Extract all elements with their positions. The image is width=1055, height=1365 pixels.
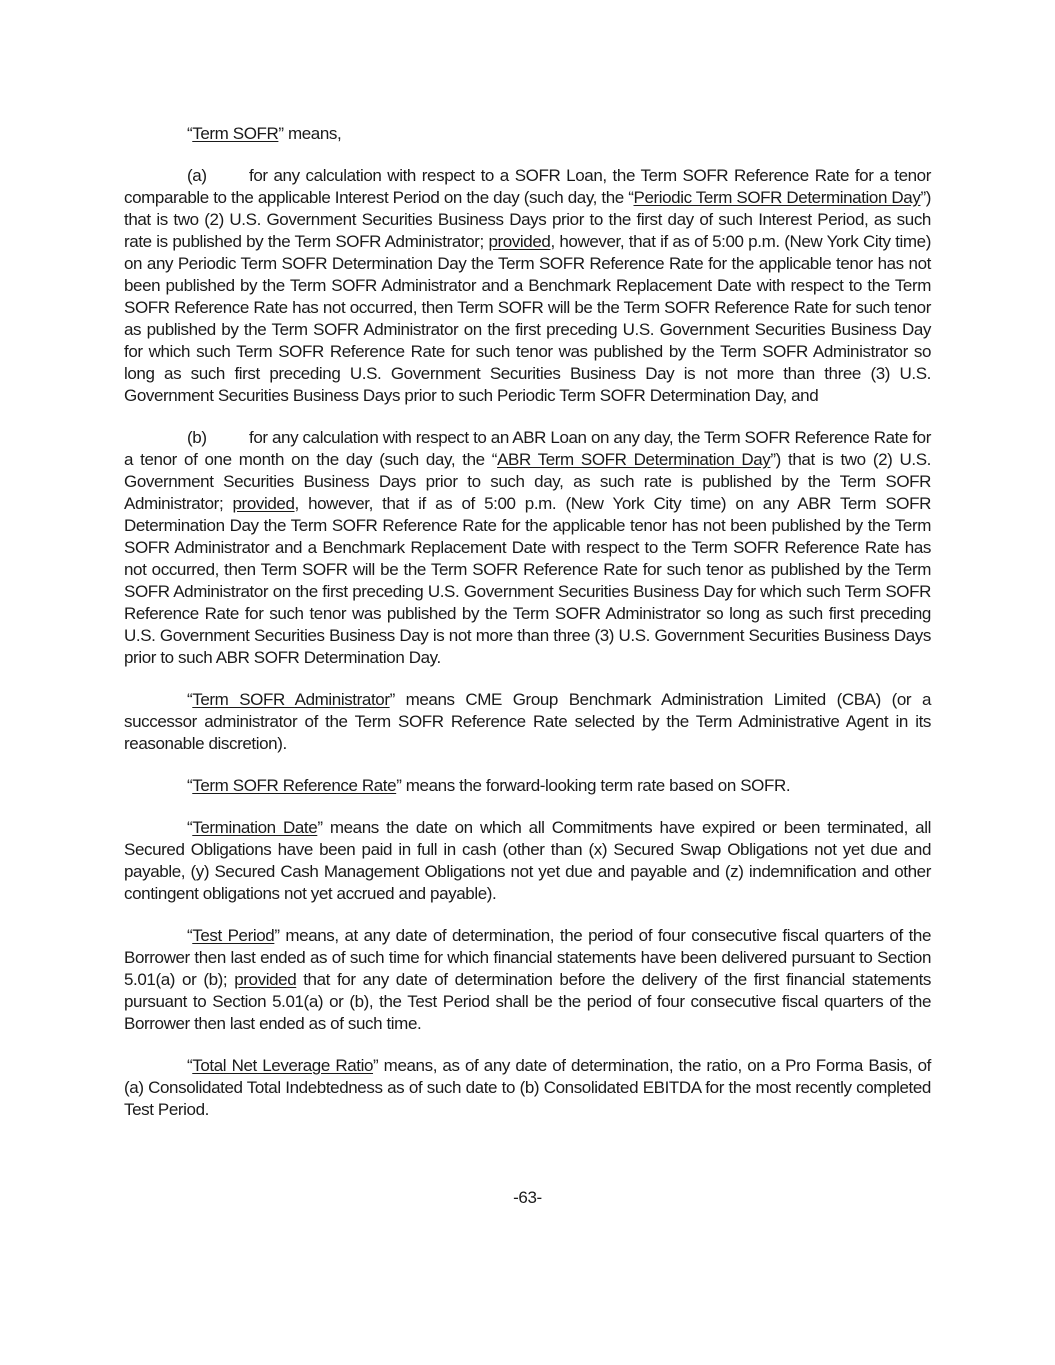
defined-term: Test Period — [192, 926, 275, 945]
defined-term: Term SOFR Administrator — [192, 690, 390, 709]
document-page — [124, 123, 931, 1121]
clause-label: (b) — [187, 428, 207, 447]
definition-test-period: “Test Period” means, at any date of determination, the period of four consecutive fiscal quarters of the Borrower then last ended as of such time for which financial statements have been delivered pursuant to Section 5.01(a) or (b); provided that for any date of determination before the delivery of the first financial statements pursuant to Section 5.01(a) or (b), the Test Period shall be the period of four consecutive fiscal quarters of the Borrower then last ended as of such time. — [124, 926, 932, 1033]
defined-term: Term SOFR — [192, 124, 279, 143]
defined-term: Periodic Term SOFR Determination Day — [633, 188, 921, 207]
definition-termination-date: “Termination Date” means the date on which all Commitments have expired or been terminated, all Secured Obligations have been paid in full in cash (other than (x) Secured Swap Obligations not yet due and payable, (y) Secured Cash Management Obligations not yet due and payable and (z) indemnification and other contingent obligations not yet accrued and payable). — [124, 818, 931, 903]
clause-label: (a) — [187, 166, 207, 185]
clause-b: (b) for any calculation with respect to an ABR Loan on any day, the Term SOFR Reference Rate for a tenor of one month on the day (such day, the “ABR Term SOFR Determination Day”) that is two (2) U.S. Government Securities Business Days prior to such day, as such rate is published by the Term SOFR Administrator; provided, however, that if as of 5:00 p.m. (New York City time) on any ABR Term SOFR Determination Day the Term SOFR Reference Rate for the applicable tenor has not been published by the Term SOFR Administrator and a Benchmark Replacement Date with respect to the Term SOFR Reference Rate has not occurred, then Term SOFR will be the Term SOFR Reference Rate for such tenor as published by the Term SOFR Administrator on the first preceding U.S. Government Securities Business Day for which such Term SOFR Reference Rate for such tenor was published by the Term SOFR Administrator so long as such first preceding U.S. Government Securities Business Day is not more than three (3) U.S. Government Securities Business Days prior to such ABR SOFR Determination Day. — [124, 428, 931, 667]
clause-a: (a) for any calculation with respect to a SOFR Loan, the Term SOFR Reference Rate for a tenor comparable to the applicable Interest Period on the day (such day, the “Periodic Term SOFR Determination Day”) that is two (2) U.S. Government Securities Business Days prior to the first day of such Interest Period, as such rate is published by the Term SOFR Administrator; provided, however, that if as of 5:00 p.m. (New York City time) on any Periodic Term SOFR Determination Day the Term SOFR Reference Rate for the applicable tenor has not been published by the Term SOFR Administrator and a Benchmark Replacement Date with respect to the Term SOFR Reference Rate has not occurred, then Term SOFR will be the Term SOFR Reference Rate for such tenor as published by the Term SOFR Administrator on the first preceding U.S. Government Securities Business Day for which such Term SOFR Reference Rate for such tenor was published by the Term SOFR Administrator so long as such first preceding U.S. Government Securities Business Day is not more than three (3) U.S. Government Securities Business Days prior to such Periodic Term SOFR Determination Day, and — [124, 166, 931, 405]
definition-total-net-leverage-ratio: “Total Net Leverage Ratio” means, as of any date of determination, the ratio, on a Pro Forma Basis, of (a) Consolidated Total Indebtedness as of such date to (b) Consolidated EBITDA for the most recently completed Test Period. — [124, 1056, 931, 1119]
defined-term: ABR Term SOFR Determination Day — [497, 450, 771, 469]
defined-term: Total Net Leverage Ratio — [192, 1056, 374, 1075]
page-number: -63- — [513, 1188, 542, 1207]
definition-term-sofr-reference-rate: “Term SOFR Reference Rate” means the forward-looking term rate based on SOFR. — [187, 776, 791, 795]
provided-term: provided — [234, 970, 297, 989]
definition-term-sofr: “Term SOFR” means, — [187, 124, 342, 143]
provided-term: provided — [232, 494, 295, 513]
defined-term: Term SOFR Reference Rate — [192, 776, 397, 795]
definition-term-sofr-administrator: “Term SOFR Administrator” means CME Group Benchmark Administration Limited (CBA) (or a successor administrator of the Term SOFR Reference Rate selected by the Term Administrative Agent in its reasonable discretion). — [124, 690, 932, 753]
provided-term: provided — [488, 232, 551, 251]
defined-term: Termination Date — [192, 818, 318, 837]
